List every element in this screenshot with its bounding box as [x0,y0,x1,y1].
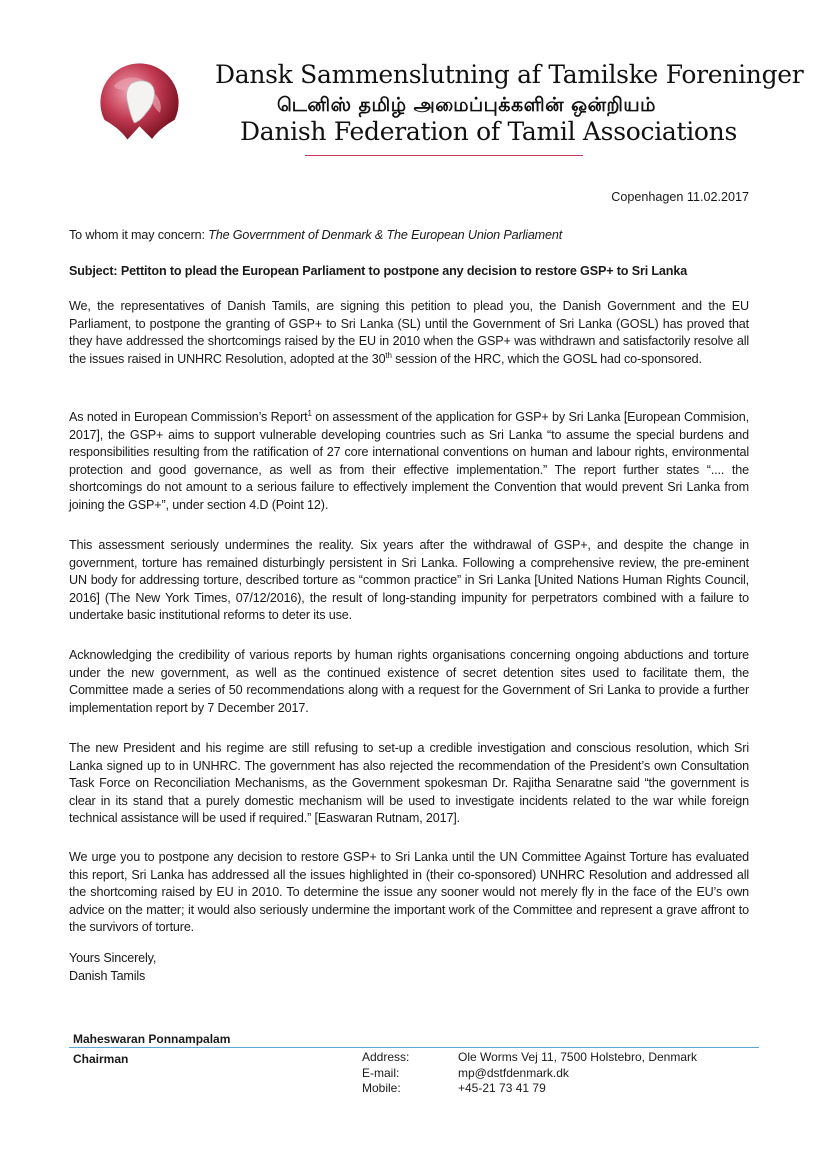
paragraph-2-text: As noted in European Commission’s Report [69,410,308,424]
closing-salutation: Yours Sincerely, [69,951,157,965]
contact-label: Mobile: [362,1081,401,1095]
paragraph-2-text-cont: on assessment of the application for GSP+ by Sri Lanka [European Commision, 2017], the GSP+ aims to support vulnerable developing countries such as Sri Lanka “to assume the special burdens and responsibilities resulting from the ratification of 27 core international conventions on human and labour rights, environmental protection and good governance, as well as from their effective implementation.” The report further states “.... the shortcomings do not amount to a serious failure to effectively implement the Convention that would prevent Sri Lanka from joining the GSP+”, under section 4.D (Point 12). [69,410,749,512]
closing-block [69,950,749,985]
paragraph-2 [69,409,749,514]
paragraph-3: This assessment seriously undermines the reality. Six years after the withdrawal of GSP+, and despite the change in government, torture has remained disturbingly persistent in Sri Lanka. Following a comprehensive review, the pre-eminent UN body for addressing torture, described torture as “common practice” in Sri Lanka [United Nations Human Rights Council, 2016] (The New York Times, 07/12/2016), the result of long-standing impunity for perpetrators combined with a failure to undertake basic institutional reforms to deter its use. [69,538,749,622]
paragraph-4: Acknowledging the credibility of various reports by human rights organisations concerning ongoing abductions and torture under the new government, as well as the continued existence of secret detention sites used to facilitate them, the Committee made a series of 50 recommendations along with a request for the Government of Sri Lanka to provide a further implementation report by 7 December 2017. [69,648,749,715]
org-name-danish: Dansk Sammenslutning af Tamilske Foreninger [215,60,804,89]
globe-handshake-logo-icon [97,60,182,145]
contact-label: E-mail: [362,1065,400,1080]
addressee-label: To whom it may concern: [69,228,209,242]
paragraph-6: We urge you to postpone any decision to restore GSP+ to Sri Lanka until the UN Committee Against Torture has evaluated this report, Sri Lanka has addressed all the issues highlighted in (their co-sponsored) UNHRC Resolution and addressed all the shortcoming raised by EU in 2010. To determine the issue any sooner would not merely fly in the face of the EU’s own advice on the matter; it would also seriously undermine the important work of the Committee and represent a grave affront to the survivors of torture. [69,850,749,934]
footnote-reference: 1 [307,408,312,418]
contact-value: mp@dstfdenmark.dk [458,1065,569,1080]
paragraph-1-text: We, the representatives of Danish Tamils, are signing this petition to plead you, the Danish Government and the EU Parliament, to postpone the granting of GSP+ to Sri Lanka (SL) until the Government of Sri Lanka (GOSL) has proved that they have addressed the shortcomings raised by the EU in 2010 when the GSP+ was withdrawn and satisfactorily resolve all the issues raised in UNHRC Resolution, adopted at the 30 [69,299,749,366]
contact-value: Ole Worms Vej 11, 7500 Holstebro, Denmark [458,1050,697,1064]
org-name-tamil: டெனிஸ் தமிழ் அமைப்புக்களின் ஒன்றியம் [277,94,656,116]
signatory-name: Maheswaran Ponnampalam [73,1032,231,1046]
place-date: Copenhagen 11.02.2017 [611,190,749,204]
contact-block [362,1050,697,1097]
contact-row-mobile [362,1081,697,1097]
contact-row-email [362,1066,697,1082]
signatory-title: Chairman [73,1052,129,1066]
addressee-line [69,227,749,245]
contact-row-address [362,1050,697,1066]
signatory-group: Danish Tamils [69,968,146,983]
paragraph-1 [69,298,749,368]
paragraph-1-text-cont: session of the HRC, which the GOSL had co-sponsored. [391,351,702,366]
addressee: The Goverrnment of Denmark & The European Union Parliament [208,228,563,242]
org-name-english: Danish Federation of Tamil Associations [240,117,738,146]
header-divider [305,155,583,156]
contact-label: Address: [362,1050,410,1064]
subject-line: Subject: Pettiton to plead the European Parliament to postpone any decision to restore GSP+ to Sri Lanka [69,264,688,278]
contact-value: +45-21 73 41 79 [458,1081,546,1095]
paragraph-5: The new President and his regime are still refusing to set-up a credible investigation and conscious resolution, which Sri Lanka signed up to in UNHRC. The government has also rejected the recommendation of the President’s own Consultation Task Force on Reconciliation Mechanisms, as the Government spokesman Dr. Rajitha Senaratne said “the government is clear in its stand that a purely domestic mechanism will be used to investigate incidents related to the war while foreign technical assistance will be used if required.” [Easwaran Rutnam, 2017]. [69,741,749,825]
ordinal-superscript: th [385,350,392,360]
footer-divider [69,1047,759,1048]
